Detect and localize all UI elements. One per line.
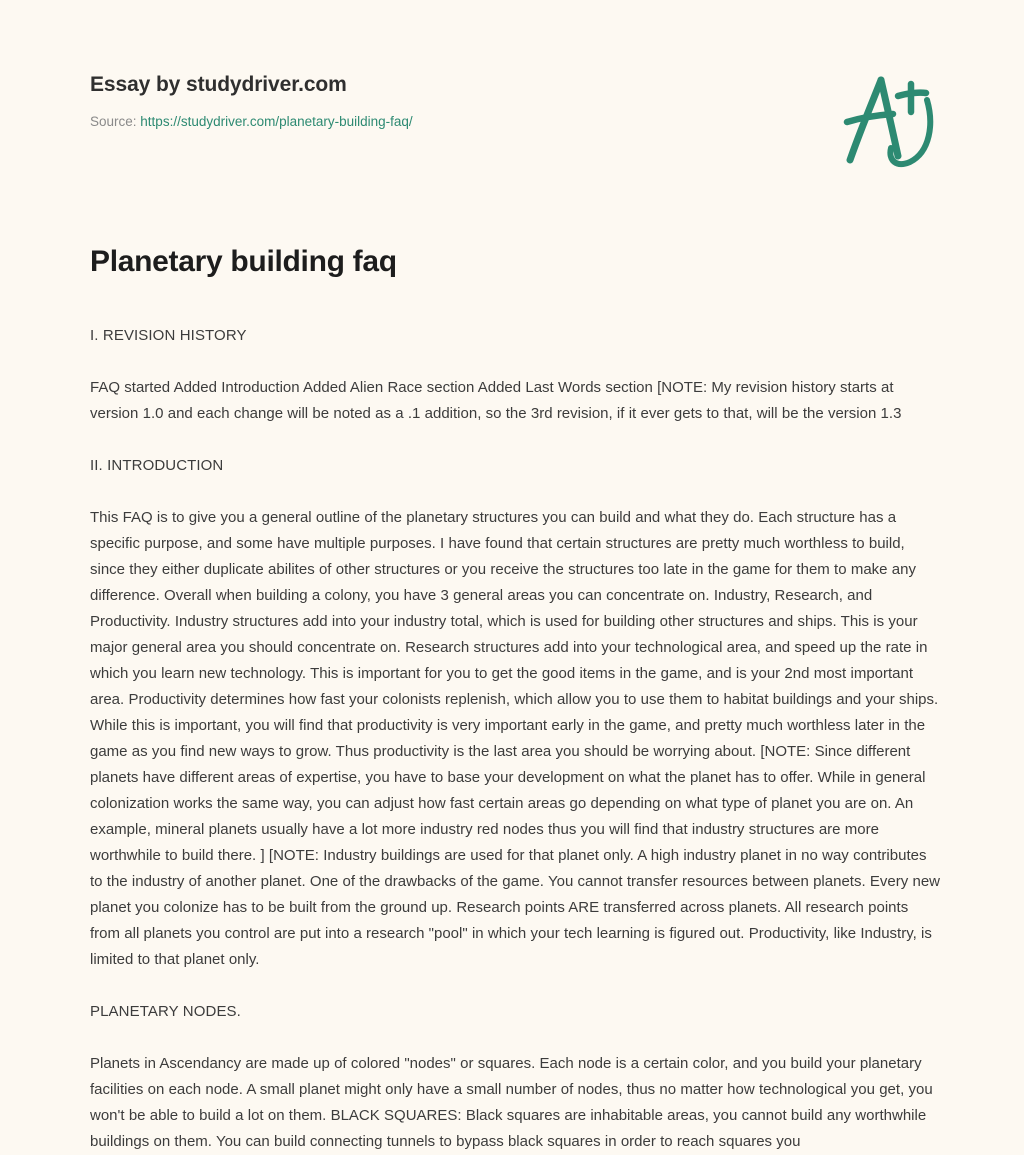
paragraph-introduction-body: This FAQ is to give you a general outline of the planetary structures you can build and what they do. Each structure has a specific purpose, and some have multiple purposes. I have found that certain structures are pretty much worthless to build, since they either duplicate abilites of other structures or you receive the structures too late in the game for them to make any difference. Overall when building a colony, you have 3 general areas you can concentrate on. Industry, Research, and Productivity. Industry structures add into your industry total, which is used for building other structures and ships. This is your major general area you should concentrate on. Research structures add into your technological area, and speed up the rate in which you learn new technology. This is important for you to get the good items in the game, and is your 2nd most important area. Productivity determines how fast your colonists replenish, which allow you to use them to habitat buildings and your ships. While this is important, you will find that productivity is very important early in the game, and pretty much worthless later in the game as you find new ways to grow. Thus productivity is the last area you should be worrying about. [NOTE: Since different planets have different areas of expertise, you have to base your development on what the planet has to offer. While in general colonization works the same way, you can adjust how fast certain areas go depending on what type of planet you are on. An example, mineral planets usually have a lot more industry red nodes thus you will find that industry structures are more worthwhile to build there. ] [NOTE: Industry buildings are used for that planet only. A high industry planet in no way contributes to the industry of another planet. One of the drawbacks of the game. You cannot transfer resources between planets. Every new planet you colonize has to be built from the ground up. Research points ARE transferred across planets. All research points from all planets you control are put into a research "pool" in which your tech learning is figured out. Productivity, like Industry, is limited to that planet only. — [90, 508, 941, 968]
a-plus-logo-icon — [830, 68, 950, 178]
paragraph-planetary-nodes-body: Planets in Ascendancy are made up of colored "nodes" or squares. Each node is a certain color, and you build your planetary facilities on each node. A small planet might only have a small number of nodes, thus no matter how technological you get, you won't be able to build a lot on them. BLACK SQUARES: Black squares are inhabitable areas, you cannot build any worthwhile buildings on them. You can build connecting tunnels to bypass black squares in order to reach squares you — [90, 1054, 933, 1150]
source-url-link[interactable]: https://studydriver.com/planetary-building-faq/ — [140, 114, 413, 130]
header-text-block — [90, 72, 413, 130]
page-title: Planetary building faq — [90, 245, 397, 278]
paragraph-revision-history-body: FAQ started Added Introduction Added Alien Race section Added Last Words section [NOTE: My revision history starts at version 1.0 and each change will be noted as a .1 addition, so the 3rd revision, if it ever gets to that, will be the version 1.3 — [90, 378, 902, 422]
paragraph-revision-history-heading: I. REVISION HISTORY — [90, 326, 247, 344]
paragraph-introduction-heading: II. INTRODUCTION — [90, 456, 224, 474]
source-label: Source: — [90, 114, 137, 130]
studydriver-logo — [830, 68, 950, 178]
article-body — [90, 323, 940, 1155]
source-line — [90, 114, 413, 130]
brand-title: Essay by studydriver.com — [90, 73, 347, 96]
document-header — [90, 72, 950, 182]
article-container — [90, 243, 940, 1155]
paragraph-planetary-nodes-heading: PLANETARY NODES. — [90, 1002, 241, 1020]
